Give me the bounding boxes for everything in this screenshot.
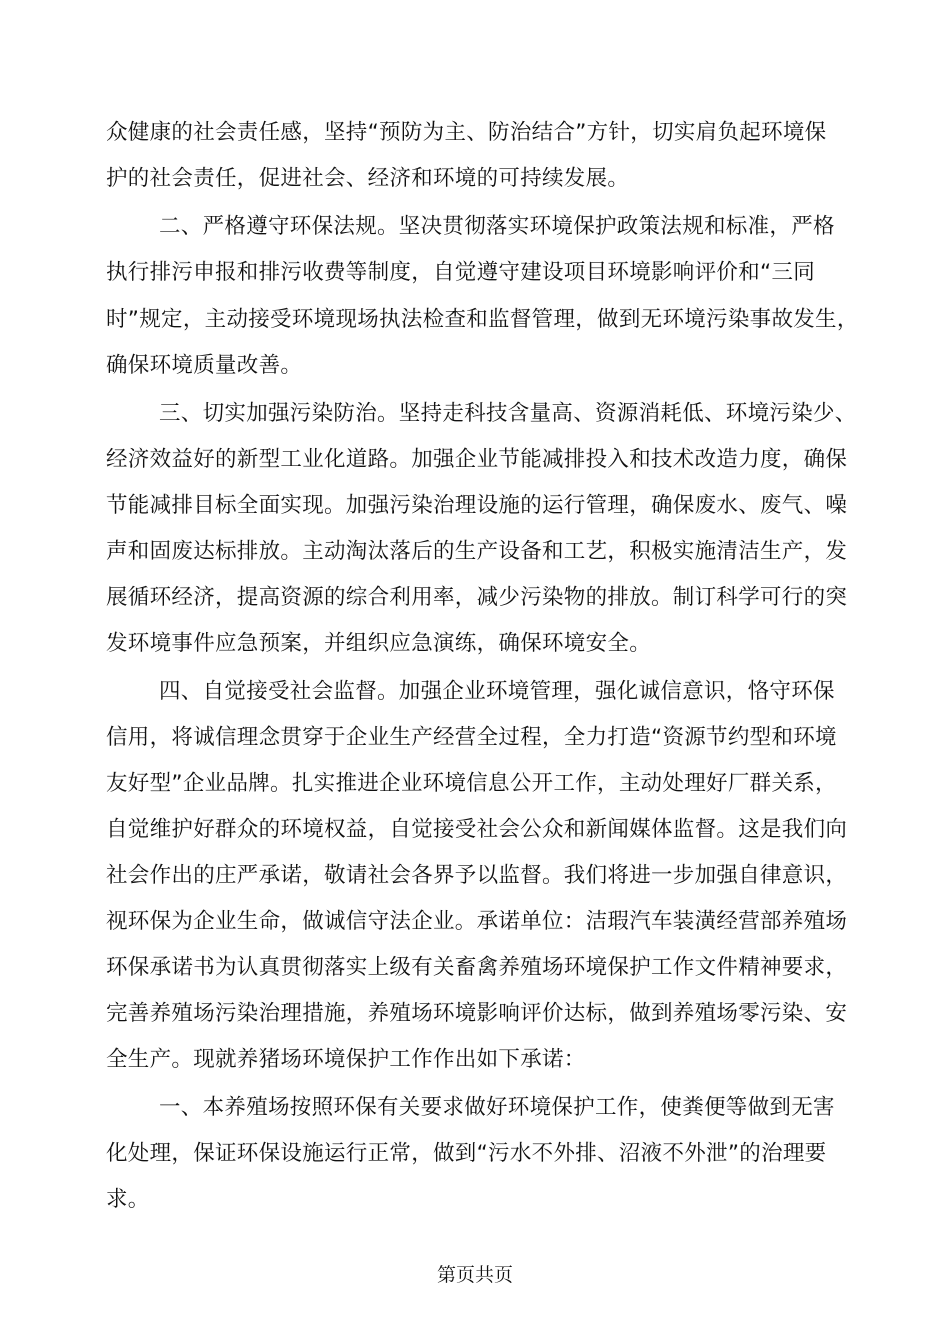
- text-line: 时”规定，主动接受环境现场执法检查和监督管理，做到无环境污染事故发生，: [106, 307, 859, 332]
- text-line: 节能减排目标全面实现。加强污染治理设施的运行管理，确保废水、废气、噪: [106, 493, 848, 518]
- page-footer: 第页共页: [436, 1264, 513, 1286]
- text-line: 化处理，保证环保设施运行正常，做到“污水不外排、沼液不外泄”的治理要: [106, 1141, 827, 1166]
- text-line: 友好型”企业品牌。扎实推进企业环境信息公开工作，主动处理好厂群关系，: [106, 771, 837, 796]
- text-line: 众健康的社会责任感，坚持“预防为主、防治结合”方针，切实肩负起环境保: [106, 120, 827, 145]
- text-line: 确保环境质量改善。: [106, 353, 303, 378]
- text-line: 环保承诺书为认真贯彻落实上级有关畜禽养殖场环境保护工作文件精神要求，: [106, 955, 848, 980]
- text-line: 自觉维护好群众的环境权益，自觉接受社会公众和新闻媒体监督。这是我们向: [106, 817, 848, 842]
- text-line: 护的社会责任，促进社会、经济和环境的可持续发展。: [106, 166, 630, 191]
- text-line: 完善养殖场污染治理措施，养殖场环境影响评价达标，做到养殖场零污染、安: [106, 1001, 848, 1026]
- text-line: 声和固废达标排放。主动淘汰落后的生产设备和工艺，积极实施清洁生产，发: [106, 539, 848, 564]
- text-line: 求。: [106, 1187, 150, 1212]
- text-line: 四、自觉接受社会监督。加强企业环境管理，强化诚信意识，恪守环保: [159, 679, 835, 704]
- text-line: 全生产。现就养猪场环境保护工作作出如下承诺：: [106, 1047, 586, 1072]
- text-line: 二、严格遵守环保法规。坚决贯彻落实环境保护政策法规和标准，严格: [159, 214, 835, 239]
- text-line: 视环保为企业生命，做诚信守法企业。承诺单位：洁瑕汽车装潢经营部养殖场: [106, 909, 848, 934]
- text-line: 信用，将诚信理念贯穿于企业生产经营全过程，全力打造“资源节约型和环境: [106, 725, 837, 750]
- text-line: 发环境事件应急预案，并组织应急演练，确保环境安全。: [106, 631, 652, 656]
- text-line: 展循环经济，提高资源的综合利用率，减少污染物的排放。制订科学可行的突: [106, 585, 848, 610]
- text-line: 三、切实加强污染防治。坚持走科技含量高、资源消耗低、环境污染少、: [159, 401, 857, 426]
- text-line: 执行排污申报和排污收费等制度，自觉遵守建设项目环境影响评价和“三同: [106, 260, 816, 285]
- text-line: 一、本养殖场按照环保有关要求做好环境保护工作，使粪便等做到无害: [159, 1095, 835, 1120]
- text-line: 社会作出的庄严承诺，敬请社会各界予以监督。我们将进一步加强自律意识，: [106, 863, 848, 888]
- text-line: 经济效益好的新型工业化道路。加强企业节能减排投入和技术改造力度，确保: [106, 447, 848, 472]
